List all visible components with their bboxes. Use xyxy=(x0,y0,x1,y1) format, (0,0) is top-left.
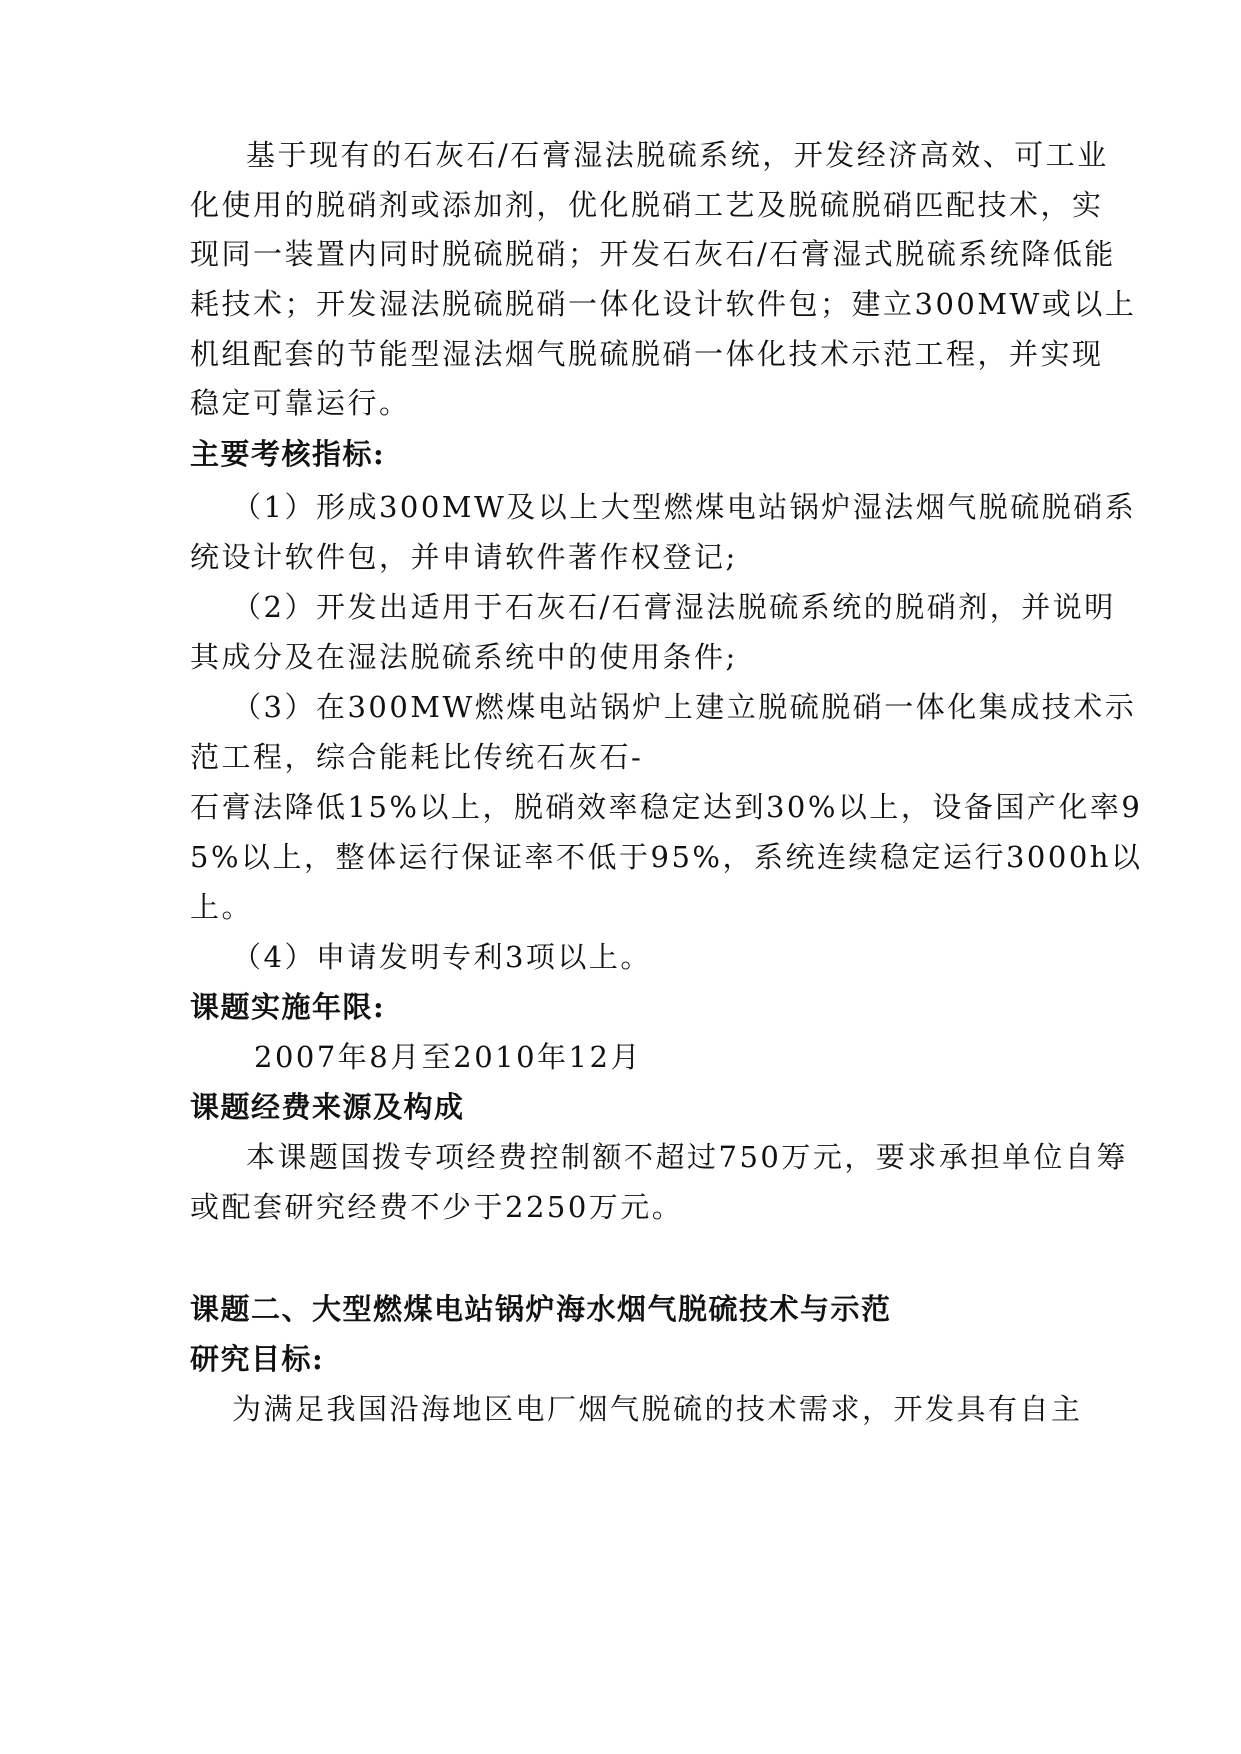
paragraph-line: 机组配套的节能型湿法烟气脱硫脱硝一体化技术示范工程，并实现 xyxy=(190,337,1104,371)
paragraph-line: 化使用的脱硝剂或添加剂，优化脱硝工艺及脱硫脱硝匹配技术，实 xyxy=(190,188,1104,222)
section-heading-period: 课题实施年限: xyxy=(190,990,386,1024)
list-item: 石膏法降低15%以上，脱硝效率稳定达到30%以上，设备国产化率9 xyxy=(190,790,1143,824)
paragraph-line: 或配套研究经费不少于2250万元。 xyxy=(190,1190,684,1224)
paragraph-line: 现同一装置内同时脱硫脱硝；开发石灰石/石膏湿式脱硫系统降低能 xyxy=(190,237,1116,271)
section-heading-assessment: 主要考核指标: xyxy=(190,437,386,471)
list-item: 上。 xyxy=(190,890,254,924)
list-item: （2）开发出适用于石灰石/石膏湿法脱硫系统的脱硝剂，并说明 xyxy=(232,590,1116,624)
list-item: 其成分及在湿法脱硫系统中的使用条件; xyxy=(190,640,738,674)
paragraph-line: 本课题国拨专项经费控制额不超过750万元，要求承担单位自筹 xyxy=(246,1140,1128,1174)
list-item: （1）形成300MW及以上大型燃煤电站锅炉湿法烟气脱硫脱硝系 xyxy=(232,490,1137,524)
period-text: 2007年8月至2010年12月 xyxy=(254,1040,642,1074)
list-item: 范工程，综合能耗比传统石灰石- xyxy=(190,740,644,774)
paragraph-line: 为满足我国沿海地区电厂烟气脱硫的技术需求，开发具有自主 xyxy=(232,1392,1083,1426)
paragraph-line: 稳定可靠运行。 xyxy=(190,386,411,420)
section-heading-goal: 研究目标: xyxy=(190,1342,325,1376)
section-heading-funding: 课题经费来源及构成 xyxy=(190,1090,465,1124)
topic-heading: 课题二、大型燃煤电站锅炉海水烟气脱硫技术与示范 xyxy=(190,1292,892,1326)
list-item: 5%以上，整体运行保证率不低于95%，系统连续稳定运行3000h以 xyxy=(190,840,1143,874)
list-item: 统设计软件包，并申请软件著作权登记; xyxy=(190,540,738,574)
list-item: （3）在300MW燃煤电站锅炉上建立脱硫脱硝一体化集成技术示 xyxy=(232,690,1137,724)
paragraph-line: 耗技术；开发湿法脱硫脱硝一体化设计软件包；建立300MW或以上 xyxy=(190,287,1137,321)
list-item: （4）申请发明专利3项以上。 xyxy=(232,940,652,974)
paragraph-line: 基于现有的石灰石/石膏湿法脱硫系统，开发经济高效、可工业 xyxy=(246,138,1109,172)
